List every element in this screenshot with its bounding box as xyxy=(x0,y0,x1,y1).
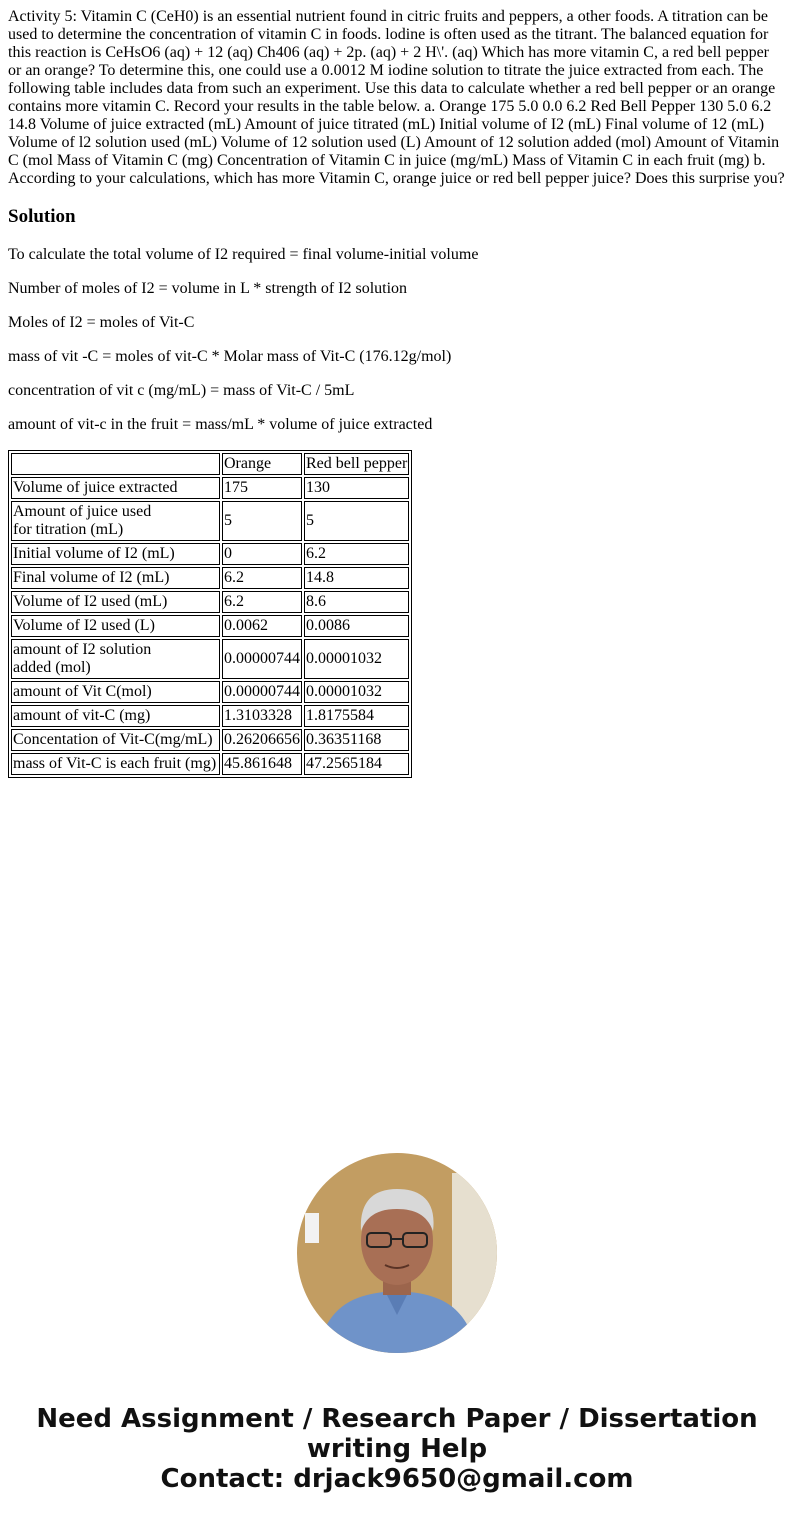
table-row xyxy=(11,681,409,703)
question-text: Activity 5: Vitamin C (CeH0) is an essential nutrient found in citric fruits and peppers, a other foods. A titration can be used to determine the concentration of vitamin C in foods. lodine is often used as the titrant. The balanced equation for this reaction is CeHsO6 (aq) + 12 (aq) Ch406 (aq) + 2p. (aq) + 2 H\'. (aq) Which has more vitamin C, a red bell pepper or an orange? To determine this, one could use a 0.0012 M iodine solution to titrate the juice extracted from each. The following table includes data from such an experiment. Use this data to calculate whether a red bell pepper or an orange contains more vitamin C. Record your results in the table below. a. Orange 175 5.0 0.0 6.2 Red Bell Pepper 130 5.0 6.2 14.8 Volume of juice extracted (mL) Amount of juice titrated (mL) Initial volume of I2 (mL) Final volume of 12 (mL) Volume of l2 solution used (mL) Volume of 12 solution used (L) Amount of 12 solution added (mol) Amount of Vitamin C (mol Mass of Vitamin C (mg) Concentration of Vitamin C in juice (mg/mL) Mass of Vitamin C in each fruit (mg) b. According to your calculations, which has more Vitamin C, orange juice or red bell pepper juice? Does this surprise you? xyxy=(8,8,785,187)
row-label-cell: mass of Vit-C is each fruit (mg) xyxy=(11,753,220,775)
solution-heading: Solution xyxy=(8,206,76,227)
solution-line: To calculate the total volume of I2 required = final volume-initial volume xyxy=(8,246,479,263)
value-cell: 6.2 xyxy=(304,543,409,565)
value-cell: 0.0086 xyxy=(304,615,409,637)
row-label-cell: amount of Vit C(mol) xyxy=(11,681,220,703)
value-cell: 8.6 xyxy=(304,591,409,613)
table-header-row xyxy=(11,453,409,475)
row-label-cell: Volume of I2 used (mL) xyxy=(11,591,220,613)
value-cell: 45.861648 xyxy=(222,753,302,775)
table-row xyxy=(11,477,409,499)
row-label-cell: Concentation of Vit-C(mg/mL) xyxy=(11,729,220,751)
value-cell: 0.00000744 xyxy=(222,681,302,703)
table-row xyxy=(11,639,409,679)
value-cell: 0 xyxy=(222,543,302,565)
table-row xyxy=(11,591,409,613)
value-cell: 1.8175584 xyxy=(304,705,409,727)
solution-line: Moles of I2 = moles of Vit-C xyxy=(8,314,195,331)
row-label-cell: Initial volume of I2 (mL) xyxy=(11,543,220,565)
value-cell: 5 xyxy=(222,501,302,541)
row-label-cell: amount of vit-C (mg) xyxy=(11,705,220,727)
value-cell: 14.8 xyxy=(304,567,409,589)
table-header-cell: Red bell pepper xyxy=(304,453,409,475)
row-label-cell: Volume of juice extracted xyxy=(11,477,220,499)
row-label-cell: Amount of juice used for titration (mL) xyxy=(11,501,220,541)
person-portrait-icon xyxy=(297,1153,497,1353)
footer-line: Need Assignment / Research Paper / Dissertation xyxy=(36,1404,758,1434)
table-row xyxy=(11,615,409,637)
value-cell: 6.2 xyxy=(222,591,302,613)
value-cell: 0.26206656 xyxy=(222,729,302,751)
value-cell: 0.36351168 xyxy=(304,729,409,751)
value-cell: 0.0062 xyxy=(222,615,302,637)
author-avatar xyxy=(297,1153,497,1353)
solution-line: concentration of vit c (mg/mL) = mass of Vit-C / 5mL xyxy=(8,382,355,399)
value-cell: 1.3103328 xyxy=(222,705,302,727)
results-table xyxy=(8,450,412,778)
row-label-cell: amount of I2 solution added (mol) xyxy=(11,639,220,679)
table-row xyxy=(11,543,409,565)
contact-line: Contact: drjack9650@gmail.com xyxy=(160,1464,634,1494)
value-cell: 0.00000744 xyxy=(222,639,302,679)
value-cell: 0.00001032 xyxy=(304,639,409,679)
value-cell: 6.2 xyxy=(222,567,302,589)
solution-line: amount of vit-c in the fruit = mass/mL * volume of juice extracted xyxy=(8,416,433,433)
table-row xyxy=(11,567,409,589)
table-row xyxy=(11,753,409,775)
solution-line: mass of vit -C = moles of vit-C * Molar mass of Vit-C (176.12g/mol) xyxy=(8,348,452,365)
footer-line: writing Help xyxy=(306,1434,488,1464)
row-label-cell: Volume of I2 used (L) xyxy=(11,615,220,637)
table-row xyxy=(11,729,409,751)
value-cell: 0.00001032 xyxy=(304,681,409,703)
table-row xyxy=(11,501,409,541)
value-cell: 175 xyxy=(222,477,302,499)
row-label-cell: Final volume of I2 (mL) xyxy=(11,567,220,589)
table-row xyxy=(11,705,409,727)
value-cell: 47.2565184 xyxy=(304,753,409,775)
table-header-cell xyxy=(11,453,220,475)
promo-footer xyxy=(0,1404,794,1494)
value-cell: 5 xyxy=(304,501,409,541)
solution-line: Number of moles of I2 = volume in L * strength of I2 solution xyxy=(8,280,408,297)
value-cell: 130 xyxy=(304,477,409,499)
table-header-cell: Orange xyxy=(222,453,302,475)
